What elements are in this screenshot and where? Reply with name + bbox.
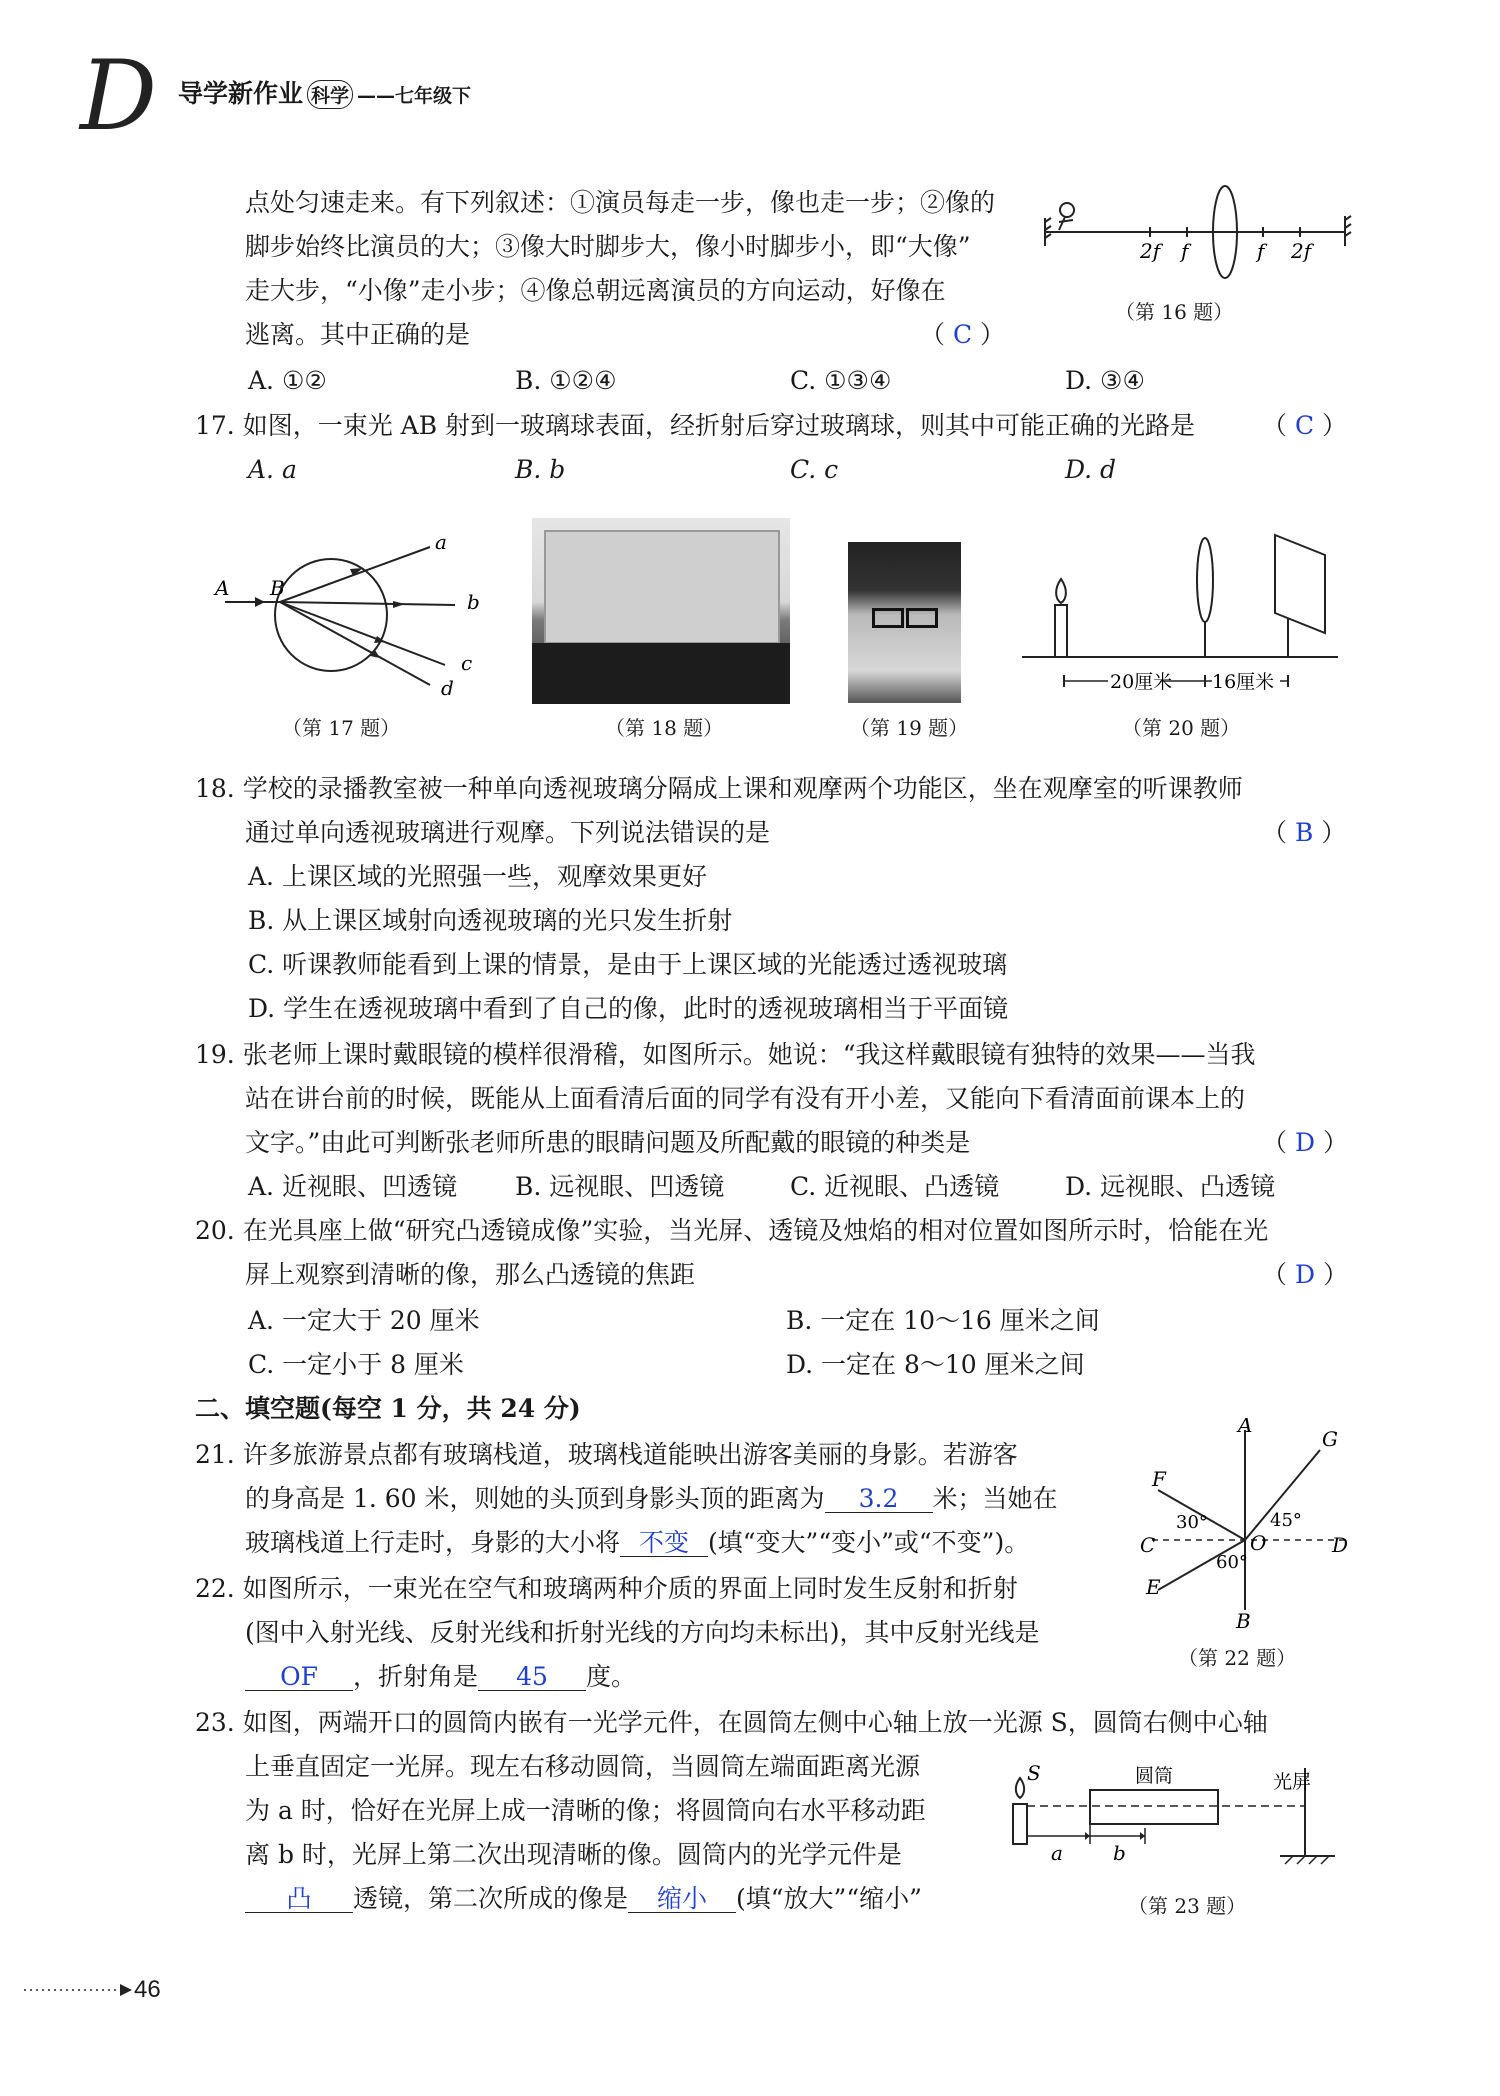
q16-line-2: 脚步始终比演员的大；③像大时脚步大，像小时脚步小，即“大像” (245, 232, 971, 261)
q23-blank-2: 缩小 (628, 1886, 736, 1913)
fig17-label: B (270, 576, 285, 600)
fig16-caption: （第 16 题） (1115, 300, 1234, 324)
q17-stem: 17. 如图，一束光 AB 射到一玻璃球表面，经折射后穿过玻璃球，则其中可能正确的光路是 (195, 411, 1196, 440)
fig22-diagram (1130, 1418, 1360, 1638)
fig16-label: f (1257, 239, 1265, 263)
fig18-audience (532, 643, 790, 704)
q20-option-c: C. 一定小于 8 厘米 (248, 1350, 464, 1379)
header-grade: ——七年级下 (357, 85, 472, 107)
fig22-label: A (1238, 1418, 1253, 1437)
fig23-label: 圆筒 (1135, 1765, 1174, 1787)
q20-line-1: 20. 在光具座上做“研究凸透镜成像”实验，当光屏、透镜及烛焰的相对位置如图所示时，恰能在光 (195, 1216, 1269, 1245)
q19-line-2: 站在讲台前的时候，既能从上面看清后面的同学有没有开小差，又能向下看清面前课本上的 (245, 1084, 1246, 1113)
q23-line-4: 离 b 时，光屏上第二次出现清晰的像。圆筒内的光学元件是 (245, 1840, 902, 1869)
fig22-label: E (1146, 1575, 1161, 1599)
fig17-diagram (205, 525, 495, 710)
q23-text: 透镜，第二次所成的像是 (353, 1884, 629, 1913)
fig17-label: d (441, 676, 454, 700)
fig16-diagram (1025, 180, 1355, 280)
q17-option-b: B. b (515, 455, 566, 484)
fig23-label: 光屏 (1273, 1771, 1312, 1793)
footer-dotted-arrow (24, 1980, 134, 2000)
q16-option-a: A. ①② (248, 366, 327, 395)
q19-option-a: A. 近视眼、凹透镜 (248, 1172, 457, 1201)
q21-text: 米；当她在 (932, 1484, 1058, 1513)
q18-answer: （ B ） (1262, 818, 1347, 847)
q17-answer: （ C ） (1262, 411, 1348, 440)
q19-answer: （ D ） (1262, 1128, 1348, 1157)
q20-line-2: 屏上观察到清晰的像，那么凸透镜的焦距 (245, 1260, 696, 1289)
q22-blank-2: 45 (478, 1664, 586, 1691)
q21-text: 玻璃栈道上行走时，身影的大小将 (245, 1528, 621, 1557)
fig16-label: 2f (1291, 239, 1312, 263)
header-title-block (178, 74, 471, 110)
fig23-label: a (1051, 1841, 1063, 1865)
q23-line-3: 为 a 时，恰好在光屏上成一清晰的像；将圆筒向右水平移动距 (245, 1796, 926, 1825)
fig18-caption: （第 18 题） (605, 716, 724, 740)
q16-option-d: D. ③④ (1065, 366, 1145, 395)
q18-answer-value: B (1294, 818, 1314, 847)
q19-option-d: D. 远视眼、凸透镜 (1065, 1172, 1276, 1201)
q21-blank-1: 3.2 (825, 1486, 933, 1513)
fig17-label: c (461, 651, 473, 675)
fig22-label: O (1250, 1531, 1267, 1555)
q16-line-4: 逃离。其中正确的是 (245, 320, 471, 349)
q21-blank-2: 不变 (620, 1530, 708, 1557)
tube-shape (1090, 1790, 1218, 1824)
fig23-label: S (1027, 1761, 1041, 1785)
fig23-label: b (1113, 1841, 1126, 1865)
q16-option-b: B. ①②④ (515, 366, 617, 395)
q23-text: (填“放大”“缩小” (736, 1884, 922, 1913)
q21-line-2 (245, 1484, 1058, 1514)
q21-text: (填“变大”“变小”或“不变”)。 (708, 1528, 1030, 1557)
fig23-diagram (1005, 1760, 1355, 1880)
q18-option-a: A. 上课区域的光照强一些，观摩效果更好 (248, 862, 707, 891)
q18-line-1: 18. 学校的录播教室被一种单向透视玻璃分隔成上课和观摩两个功能区，坐在观摩室的听课教师 (195, 774, 1243, 803)
q20-answer: （ D ） (1262, 1260, 1348, 1289)
q16-line-3: 走大步，“小像”走小步；④像总朝远离演员的方向运动，好像在 (245, 276, 946, 305)
q17-option-d: D. d (1065, 455, 1117, 484)
q21-line-3 (245, 1528, 1029, 1558)
screen-shape (1275, 535, 1325, 633)
fig19-caption: （第 19 题） (850, 716, 969, 740)
fig18-window (544, 530, 780, 644)
q20-option-a: A. 一定大于 20 厘米 (248, 1306, 480, 1335)
fig22-label: 60° (1216, 1552, 1248, 1573)
fig20-distance-1: 20厘米 (1110, 671, 1173, 693)
fig20-diagram (1020, 525, 1340, 705)
q21-text: 的身高是 1. 60 米，则她的头顶到身影头顶的距离为 (245, 1484, 825, 1513)
fig19-photo (848, 542, 961, 703)
fig22-label: D (1332, 1533, 1349, 1557)
q19-answer-value: D (1294, 1128, 1315, 1157)
q16-line-1: 点处匀速走来。有下列叙述：①演员每走一步，像也走一步；②像的 (245, 188, 996, 217)
q18-option-d: D. 学生在透视玻璃中看到了自己的像，此时的透视玻璃相当于平面镜 (248, 994, 1009, 1023)
fig23-caption: （第 23 题） (1128, 1894, 1247, 1918)
fig22-label: 45° (1270, 1510, 1302, 1531)
header-title: 导学新作业 (178, 79, 304, 108)
page-number: 46 (134, 1976, 161, 2003)
glasses-icon (872, 608, 904, 628)
section-2-title: 二、填空题(每空 1 分，共 24 分) (195, 1394, 581, 1423)
q17-answer-value: C (1294, 411, 1315, 440)
q17-option-c: C. c (790, 455, 839, 484)
fig17-label: a (435, 530, 447, 554)
q22-text: ，折射角是 (353, 1662, 479, 1691)
q16-answer: （ C ） (920, 320, 1006, 349)
candle-icon (1055, 605, 1067, 657)
q23-blank-1: 凸 (245, 1886, 353, 1913)
q21-line-1: 21. 许多旅游景点都有玻璃栈道，玻璃栈道能映出游客美丽的身影。若游客 (195, 1440, 1018, 1469)
q16-answer-value: C (952, 320, 973, 349)
q20-answer-value: D (1294, 1260, 1315, 1289)
fig22-label: F (1152, 1467, 1166, 1491)
q22-blank-1: OF (245, 1664, 353, 1691)
q19-option-c: C. 近视眼、凸透镜 (790, 1172, 1000, 1201)
fig22-caption: （第 22 题） (1178, 1646, 1297, 1670)
q23-line-5 (245, 1884, 922, 1914)
fig17-caption: （第 17 题） (282, 716, 401, 740)
q16-option-c: C. ①③④ (790, 366, 892, 395)
fig20-caption: （第 20 题） (1122, 716, 1241, 740)
fig20-distance-2: 16厘米 (1212, 671, 1275, 693)
fig22-label: G (1322, 1427, 1338, 1451)
candle-icon (1013, 1804, 1027, 1844)
q18-option-b: B. 从上课区域射向透视玻璃的光只发生折射 (248, 906, 733, 935)
header-logo: D (80, 40, 157, 152)
header-subject: 科学 (307, 80, 353, 109)
q22-text: 度。 (586, 1662, 637, 1691)
fig16-label: f (1181, 239, 1189, 263)
q19-line-1: 19. 张老师上课时戴眼镜的模样很滑稽，如图所示。她说：“我这样戴眼镜有独特的效果——当我 (195, 1040, 1256, 1069)
fig22-label: 30° (1176, 1512, 1208, 1533)
fig22-label: C (1140, 1533, 1156, 1557)
fig16-label: 2f (1140, 239, 1161, 263)
q18-line-2: 通过单向透视玻璃进行观摩。下列说法错误的是 (245, 818, 771, 847)
q17-option-a: A. a (248, 455, 297, 484)
q19-option-b: B. 远视眼、凹透镜 (515, 1172, 725, 1201)
q20-option-d: D. 一定在 8～10 厘米之间 (786, 1350, 1085, 1379)
q19-line-3: 文字。”由此可判断张老师所患的眼睛问题及所配戴的眼镜的种类是 (245, 1128, 971, 1157)
q22-line-2: (图中入射光线、反射光线和折射光线的方向均未标出)，其中反射光线是 (245, 1618, 1040, 1647)
lens-shape (1197, 538, 1213, 622)
q23-line-1: 23. 如图，两端开口的圆筒内嵌有一光学元件，在圆筒左侧中心轴上放一光源 S，圆筒右侧中心轴 (195, 1708, 1268, 1737)
fig17-label: b (467, 590, 480, 614)
q22-line-1: 22. 如图所示，一束光在空气和玻璃两种介质的界面上同时发生反射和折射 (195, 1574, 1018, 1603)
fig17-label: A (215, 576, 230, 600)
q20-option-b: B. 一定在 10～16 厘米之间 (786, 1306, 1100, 1335)
fig18-photo (532, 518, 790, 704)
q18-option-c: C. 听课教师能看到上课的情景，是由于上课区域的光能透过透视玻璃 (248, 950, 1008, 979)
q23-line-2: 上垂直固定一光屏。现左右移动圆筒，当圆筒左端面距离光源 (245, 1752, 921, 1781)
fig22-label: B (1236, 1609, 1251, 1633)
q22-line-3 (245, 1662, 636, 1692)
performer-icon (1060, 203, 1074, 217)
